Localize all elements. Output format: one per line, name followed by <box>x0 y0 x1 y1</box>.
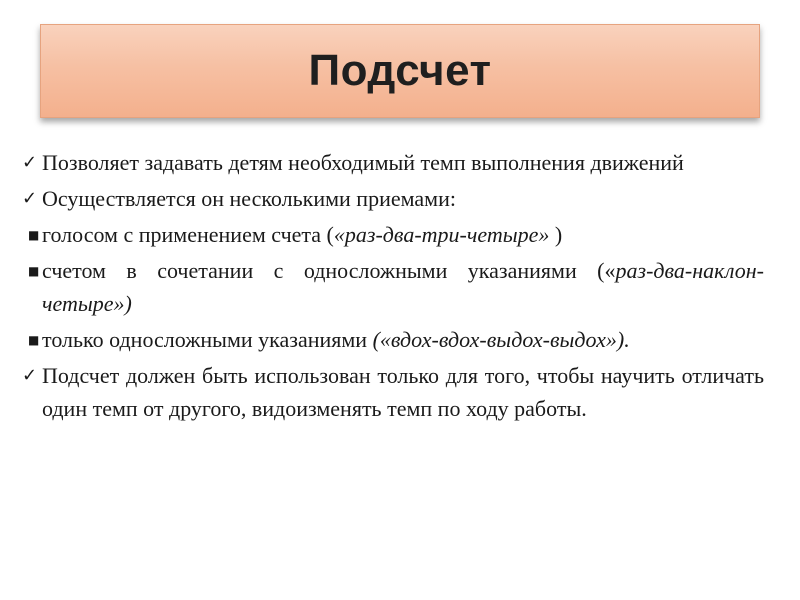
square-bullet-icon: ■ <box>28 333 40 347</box>
item-text <box>42 327 630 352</box>
list-item <box>22 218 764 251</box>
item-text-part: только односложными указаниями <box>42 327 373 352</box>
item-text-part: счетом в сочетании с односложными указаниями (« <box>42 258 616 283</box>
item-text <box>42 222 562 247</box>
bullet-list <box>22 146 764 428</box>
item-text-part: Подсчет должен быть использован только для того, чтобы научить отличать один темп от другого, видоизменять темп по ходу работы. <box>42 363 764 421</box>
item-text-part: голосом с применением счета ( <box>42 222 334 247</box>
item-text-part: Позволяет задавать детям необходимый темп выполнения движений <box>42 150 684 175</box>
item-text-part-italic: («вдох-вдох-выдох-выдох»). <box>372 327 630 352</box>
item-text-part: ) <box>549 222 563 247</box>
item-text <box>42 186 456 211</box>
slide-title: Подсчет <box>308 46 492 95</box>
item-text-part-italic: «раз-два-три-четыре» <box>333 222 550 247</box>
title-box <box>40 24 760 118</box>
item-text-part: Осуществляется он несколькими приемами: <box>42 186 456 211</box>
checkmark-icon: ✓ <box>22 365 38 386</box>
list-item <box>22 254 764 320</box>
list-item <box>22 323 764 356</box>
item-text <box>42 363 764 421</box>
checkmark-icon: ✓ <box>22 188 38 209</box>
item-text <box>42 258 764 316</box>
list-item <box>22 146 764 179</box>
item-text-part-italic: раз-два-наклон-четыре») <box>42 258 764 316</box>
checkmark-icon: ✓ <box>22 152 38 173</box>
square-bullet-icon: ■ <box>28 228 40 242</box>
item-text <box>42 150 684 175</box>
list-item <box>22 182 764 215</box>
square-bullet-icon: ■ <box>28 264 40 278</box>
list-item <box>22 359 764 425</box>
